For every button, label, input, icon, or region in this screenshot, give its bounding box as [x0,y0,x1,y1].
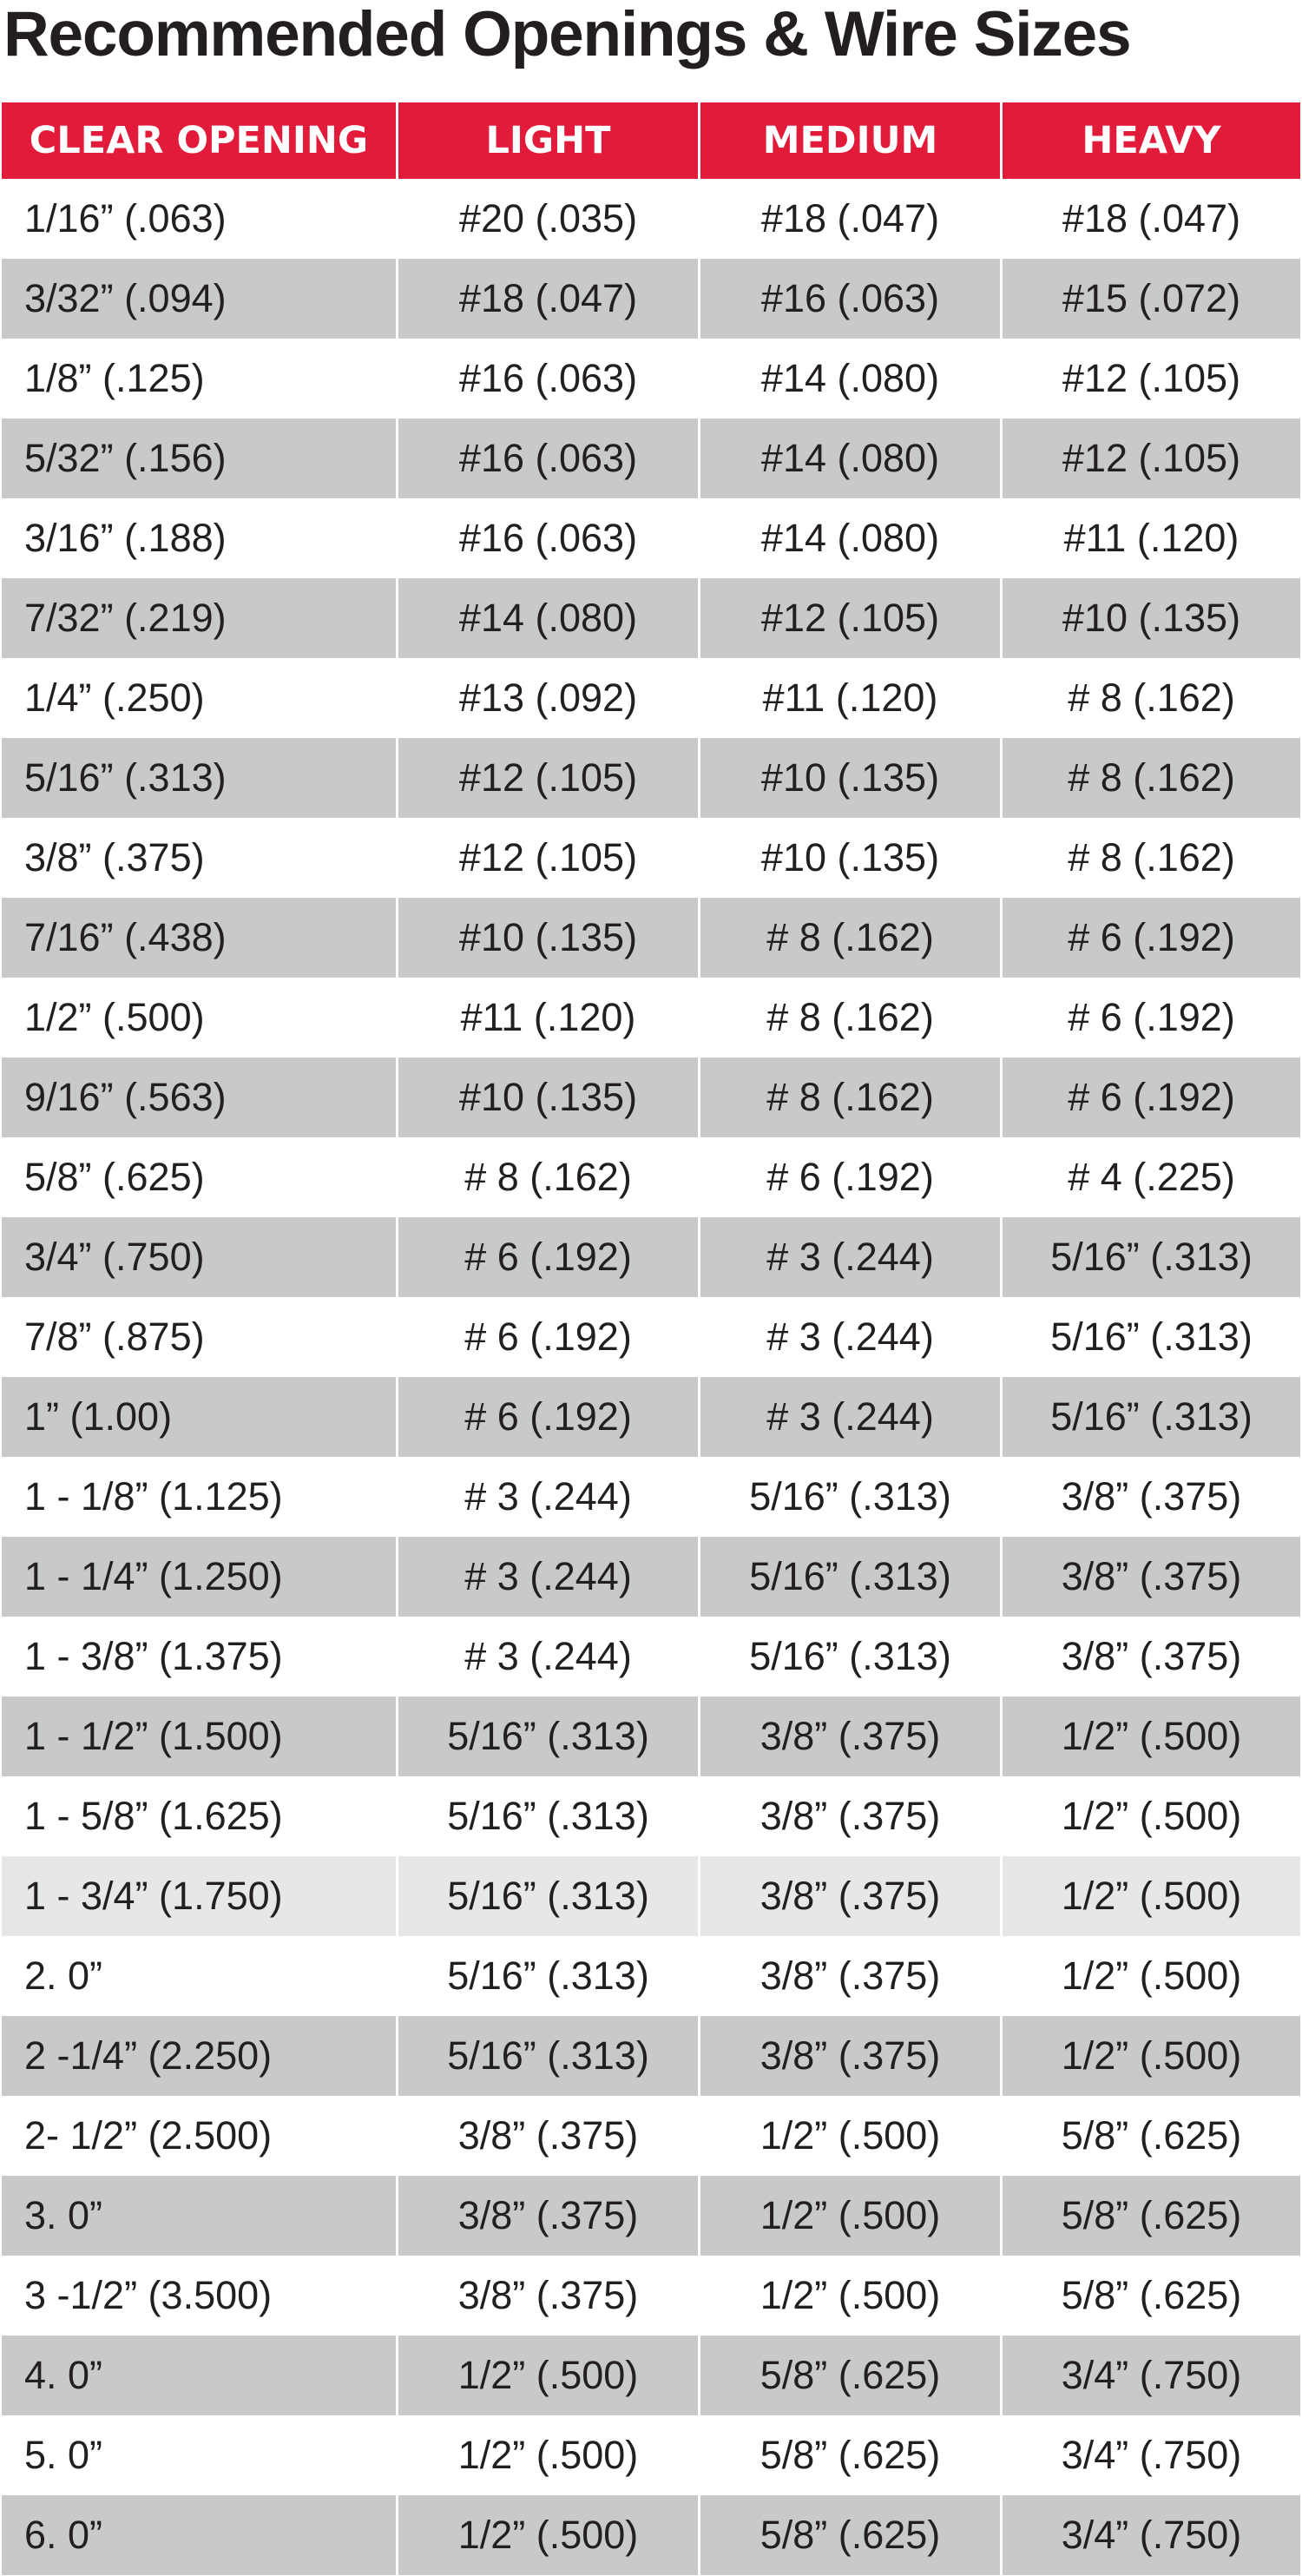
medium-cell: #10 (.135) [698,738,1000,818]
heavy-cell: 5/16” (.313) [1000,1377,1300,1457]
light-cell: # 6 (.192) [396,1377,698,1457]
clear-opening-cell: 7/8” (.875) [2,1297,396,1377]
light-cell: # 3 (.244) [396,1537,698,1617]
medium-cell: #14 (.080) [698,418,1000,498]
heavy-cell: # 8 (.162) [1000,658,1300,738]
medium-cell: 3/8” (.375) [698,1856,1000,1936]
heavy-cell: 1/2” (.500) [1000,1776,1300,1856]
heavy-cell: 3/4” (.750) [1000,2415,1300,2495]
clear-opening-cell: 3 -1/2” (3.500) [2,2256,396,2336]
light-cell: # 3 (.244) [396,1617,698,1696]
clear-opening-cell: 1 - 1/8” (1.125) [2,1457,396,1537]
clear-opening-cell: 1 - 5/8” (1.625) [2,1776,396,1856]
clear-opening-cell: 3/16” (.188) [2,498,396,578]
light-cell: 1/2” (.500) [396,2495,698,2575]
heavy-cell: 1/2” (.500) [1000,1696,1300,1776]
light-cell: #11 (.120) [396,978,698,1057]
medium-cell: 5/16” (.313) [698,1537,1000,1617]
heavy-cell: #12 (.105) [1000,418,1300,498]
clear-opening-cell: 2. 0” [2,1936,396,2016]
clear-opening-cell: 6. 0” [2,2495,396,2575]
clear-opening-cell: 2- 1/2” (2.500) [2,2096,396,2176]
heavy-cell: # 6 (.192) [1000,898,1300,978]
medium-cell: # 3 (.244) [698,1377,1000,1457]
medium-cell: # 8 (.162) [698,978,1000,1057]
medium-cell: #14 (.080) [698,339,1000,418]
light-cell: 1/2” (.500) [396,2336,698,2415]
clear-opening-cell: 9/16” (.563) [2,1057,396,1137]
heavy-cell: 1/2” (.500) [1000,1856,1300,1936]
light-cell: # 6 (.192) [396,1217,698,1297]
clear-opening-cell: 3/8” (.375) [2,818,396,898]
medium-cell: 5/16” (.313) [698,1457,1000,1537]
heavy-cell: 5/16” (.313) [1000,1297,1300,1377]
clear-opening-cell: 1” (1.00) [2,1377,396,1457]
clear-opening-cell: 1/2” (.500) [2,978,396,1057]
clear-opening-cell: 2 -1/4” (2.250) [2,2016,396,2096]
clear-opening-cell: 1 - 3/4” (1.750) [2,1856,396,1936]
heavy-cell: 5/8” (.625) [1000,2176,1300,2256]
heavy-cell: #10 (.135) [1000,578,1300,658]
heavy-cell: 3/8” (.375) [1000,1537,1300,1617]
medium-cell: 5/8” (.625) [698,2415,1000,2495]
clear-opening-cell: 7/32” (.219) [2,578,396,658]
clear-opening-cell: 1/16” (.063) [2,179,396,259]
light-cell: 3/8” (.375) [396,2256,698,2336]
medium-cell: 3/8” (.375) [698,1776,1000,1856]
medium-cell: #18 (.047) [698,179,1000,259]
heavy-cell: # 6 (.192) [1000,978,1300,1057]
light-cell: #18 (.047) [396,259,698,339]
clear-opening-cell: 3/32” (.094) [2,259,396,339]
light-cell: #14 (.080) [396,578,698,658]
medium-cell: 1/2” (.500) [698,2176,1000,2256]
medium-cell: 1/2” (.500) [698,2096,1000,2176]
light-cell: 3/8” (.375) [396,2096,698,2176]
heavy-cell: #18 (.047) [1000,179,1300,259]
medium-cell: #11 (.120) [698,658,1000,738]
heavy-cell: 5/8” (.625) [1000,2096,1300,2176]
light-cell: #12 (.105) [396,738,698,818]
clear-opening-cell: 5/8” (.625) [2,1137,396,1217]
medium-cell: #16 (.063) [698,259,1000,339]
light-cell: 5/16” (.313) [396,1936,698,2016]
clear-opening-cell: 3/4” (.750) [2,1217,396,1297]
heavy-cell: #11 (.120) [1000,498,1300,578]
light-cell: #16 (.063) [396,498,698,578]
medium-cell: 3/8” (.375) [698,2016,1000,2096]
light-cell: 3/8” (.375) [396,2176,698,2256]
clear-opening-cell: 1 - 1/2” (1.500) [2,1696,396,1776]
heavy-cell: 1/2” (.500) [1000,1936,1300,2016]
clear-opening-cell: 5/16” (.313) [2,738,396,818]
light-cell: #10 (.135) [396,898,698,978]
clear-opening-cell: 5/32” (.156) [2,418,396,498]
medium-cell: #12 (.105) [698,578,1000,658]
heavy-cell: # 8 (.162) [1000,738,1300,818]
medium-cell: # 3 (.244) [698,1217,1000,1297]
heavy-cell: #15 (.072) [1000,259,1300,339]
heavy-cell: # 8 (.162) [1000,818,1300,898]
light-cell: #20 (.035) [396,179,698,259]
light-cell: #12 (.105) [396,818,698,898]
heavy-cell: 3/4” (.750) [1000,2495,1300,2575]
medium-cell: # 8 (.162) [698,1057,1000,1137]
clear-opening-cell: 4. 0” [2,2336,396,2415]
light-cell: 1/2” (.500) [396,2415,698,2495]
header-heavy: HEAVY [1000,102,1300,179]
heavy-cell: #12 (.105) [1000,339,1300,418]
light-cell: 5/16” (.313) [396,1776,698,1856]
medium-cell: 5/16” (.313) [698,1617,1000,1696]
wire-size-table [2,102,1300,2576]
heavy-cell: 3/8” (.375) [1000,1457,1300,1537]
medium-cell: #14 (.080) [698,498,1000,578]
light-cell: #16 (.063) [396,418,698,498]
light-cell: # 8 (.162) [396,1137,698,1217]
heavy-cell: 1/2” (.500) [1000,2016,1300,2096]
light-cell: # 3 (.244) [396,1457,698,1537]
medium-cell: # 3 (.244) [698,1297,1000,1377]
heavy-cell: 3/8” (.375) [1000,1617,1300,1696]
clear-opening-cell: 5. 0” [2,2415,396,2495]
heavy-cell: 5/16” (.313) [1000,1217,1300,1297]
medium-cell: 5/8” (.625) [698,2336,1000,2415]
clear-opening-cell: 1/4” (.250) [2,658,396,738]
light-cell: 5/16” (.313) [396,1696,698,1776]
medium-cell: 1/2” (.500) [698,2256,1000,2336]
light-cell: # 6 (.192) [396,1297,698,1377]
clear-opening-cell: 7/16” (.438) [2,898,396,978]
header-medium: MEDIUM [698,102,1000,179]
medium-cell: #10 (.135) [698,818,1000,898]
light-cell: #16 (.063) [396,339,698,418]
clear-opening-cell: 1/8” (.125) [2,339,396,418]
page-title: Recommended Openings & Wire Sizes [3,0,1131,69]
heavy-cell: 5/8” (.625) [1000,2256,1300,2336]
header-clear-opening: CLEAR OPENING [2,102,396,179]
heavy-cell: # 4 (.225) [1000,1137,1300,1217]
heavy-cell: 3/4” (.750) [1000,2336,1300,2415]
medium-cell: # 6 (.192) [698,1137,1000,1217]
clear-opening-cell: 1 - 1/4” (1.250) [2,1537,396,1617]
light-cell: 5/16” (.313) [396,1856,698,1936]
medium-cell: 5/8” (.625) [698,2495,1000,2575]
header-light: LIGHT [396,102,698,179]
light-cell: #13 (.092) [396,658,698,738]
clear-opening-cell: 1 - 3/8” (1.375) [2,1617,396,1696]
medium-cell: 3/8” (.375) [698,1936,1000,2016]
light-cell: #10 (.135) [396,1057,698,1137]
heavy-cell: # 6 (.192) [1000,1057,1300,1137]
light-cell: 5/16” (.313) [396,2016,698,2096]
medium-cell: 3/8” (.375) [698,1696,1000,1776]
clear-opening-cell: 3. 0” [2,2176,396,2256]
medium-cell: # 8 (.162) [698,898,1000,978]
